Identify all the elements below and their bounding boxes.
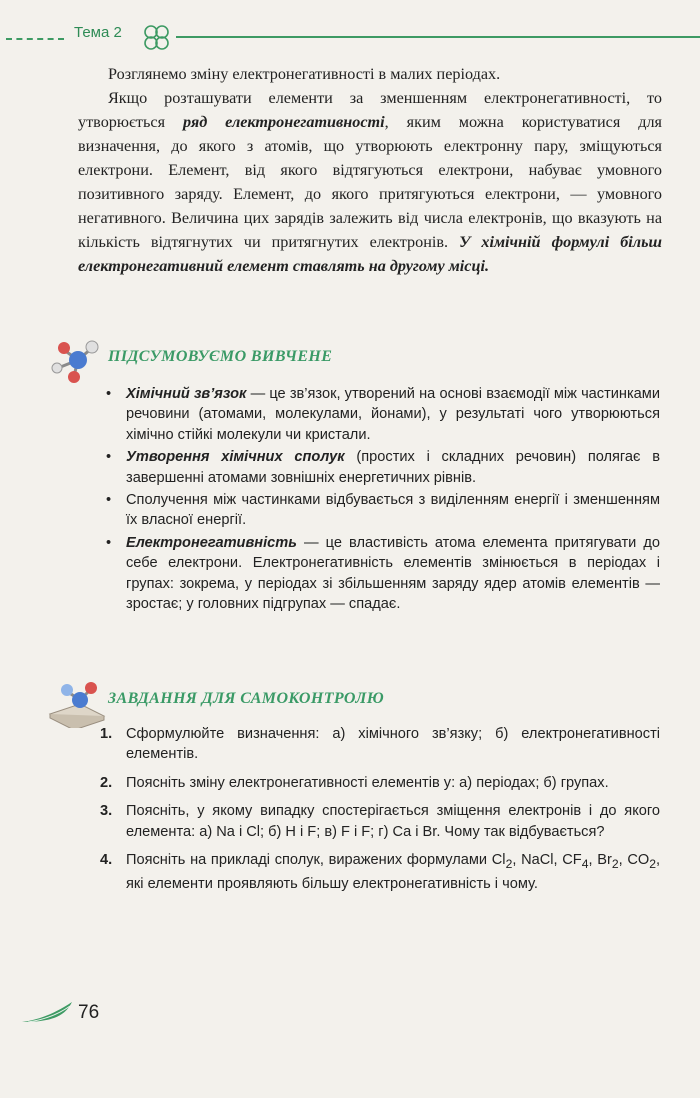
list-item bbox=[104, 447, 660, 488]
summary-title: ПІДСУМОВУЄМО ВИВЧЕНЕ bbox=[108, 348, 333, 365]
subscript: 4 bbox=[581, 856, 589, 871]
bullet-icon: • bbox=[106, 534, 112, 551]
paragraph-1: Розглянемо зміну електронегативності в малих періодах. bbox=[108, 65, 501, 83]
summary-text: (простих і складних речовин) полягає в завершенні атомами зовнішніх енергетичних рівнів. bbox=[126, 449, 660, 486]
task-text-part: , NaCl, CF bbox=[512, 852, 582, 869]
task-number: 4. bbox=[100, 852, 113, 869]
task-number: 3. bbox=[100, 803, 113, 820]
subscript: 2 bbox=[505, 856, 513, 871]
task-number: 2. bbox=[100, 774, 113, 791]
formula-rule: У хімічній формулі більш електронегативний елемент ставлять на другому місці. bbox=[78, 233, 662, 275]
paragraph-2-continuation: , яким можна користуватися для визначення, до якого з атомів, що утворюють електронну пару, зміщуються електрони. Елемент, від якого відтягуються електрони, набуває умовного позитивного заряду. Елемент, до якого притягуються електрони, — умовного негативного. Величина цих зарядів залежить від числа електронів, що вказують на кількість відтягнутих чи притягнутих електронів. bbox=[78, 113, 663, 251]
header-rule bbox=[176, 36, 700, 38]
task-text-part: Поясніть на прикладі сполук, виражених формулами Cl bbox=[126, 852, 506, 869]
tasks-heading bbox=[48, 676, 668, 730]
summary-text: Сполучення між частинками відбувається з виділенням енергії і зменшенням їх власної енергії. bbox=[126, 492, 660, 529]
summary-text: — це зв’язок, утворений на основі взаємодії між частинками речовини (атомами, молекулами, йонами), у результаті чого утворюються хімічно стійкі молекули чи кристали. bbox=[126, 386, 660, 443]
molecule-logo-icon bbox=[140, 22, 174, 52]
bullet-icon: • bbox=[106, 386, 112, 402]
list-item bbox=[104, 490, 660, 531]
tasks-title: ЗАВДАННЯ ДЛЯ САМОКОНТРОЛЮ bbox=[108, 690, 385, 707]
book-molecule-icon bbox=[48, 676, 106, 728]
task-text-part: , CO bbox=[618, 852, 650, 869]
task-text bbox=[126, 852, 660, 892]
header-dashed-rule bbox=[6, 38, 64, 40]
task-text: Поясніть, у якому випадку спостерігається зміщення електронів і до якого елемента: а) Na і Cl; б) H і F; в) F і F; г) Ca і Br. Чому так відбувається? bbox=[126, 803, 660, 840]
bullet-icon: • bbox=[106, 449, 112, 466]
task-text: Поясніть зміну електронегативності елементів у: а) періодах; б) групах. bbox=[126, 774, 609, 791]
paragraph-2 bbox=[78, 86, 662, 278]
paragraph-2-text: Якщо розташувати елементи за зменшенням електронегативності, то утворюється bbox=[78, 89, 662, 131]
term-electronegativity-series: ряд електронегативності bbox=[182, 113, 385, 131]
subscript: 2 bbox=[649, 856, 656, 871]
list-item bbox=[104, 384, 660, 445]
subscript: 2 bbox=[611, 856, 619, 871]
bullet-icon: • bbox=[106, 492, 112, 509]
task-number: 1. bbox=[100, 726, 113, 742]
summary-term: Електронегативність bbox=[126, 534, 297, 551]
intro-text bbox=[78, 62, 662, 278]
task-item bbox=[100, 850, 660, 895]
task-text-part: , які елементи проявляють більшу електронегативність і чому. bbox=[126, 852, 661, 893]
molecule-model-icon bbox=[48, 334, 104, 384]
page-header bbox=[0, 22, 700, 52]
task-item bbox=[100, 773, 660, 793]
list-item bbox=[104, 533, 660, 615]
summary-term: Утворення хімічних сполук bbox=[126, 449, 345, 466]
summary-heading bbox=[48, 334, 668, 388]
page-footer bbox=[20, 1000, 140, 1030]
task-text: Сформулюйте визначення: а) хімічного зв’язку; б) електронегативності елементів. bbox=[126, 726, 660, 763]
tasks-list bbox=[100, 724, 660, 903]
summary-text: — це властивість атома елемента притягувати до себе електрони. Електронегативність елементів змінюється в періодах і групах: зокрема, у періодах зі збільшенням заряду ядер атомів елементів — зростає; у головних підгрупах — спадає. bbox=[126, 534, 660, 613]
task-item bbox=[100, 801, 660, 842]
summary-term: Хімічний зв’язок bbox=[126, 386, 247, 402]
topic-label: Тема 2 bbox=[74, 24, 122, 41]
task-item bbox=[100, 724, 660, 765]
summary-list bbox=[104, 384, 660, 616]
task-text-part: , Br bbox=[588, 852, 612, 869]
leaf-ornament-icon bbox=[20, 1000, 76, 1026]
page-number: 76 bbox=[78, 1002, 100, 1023]
